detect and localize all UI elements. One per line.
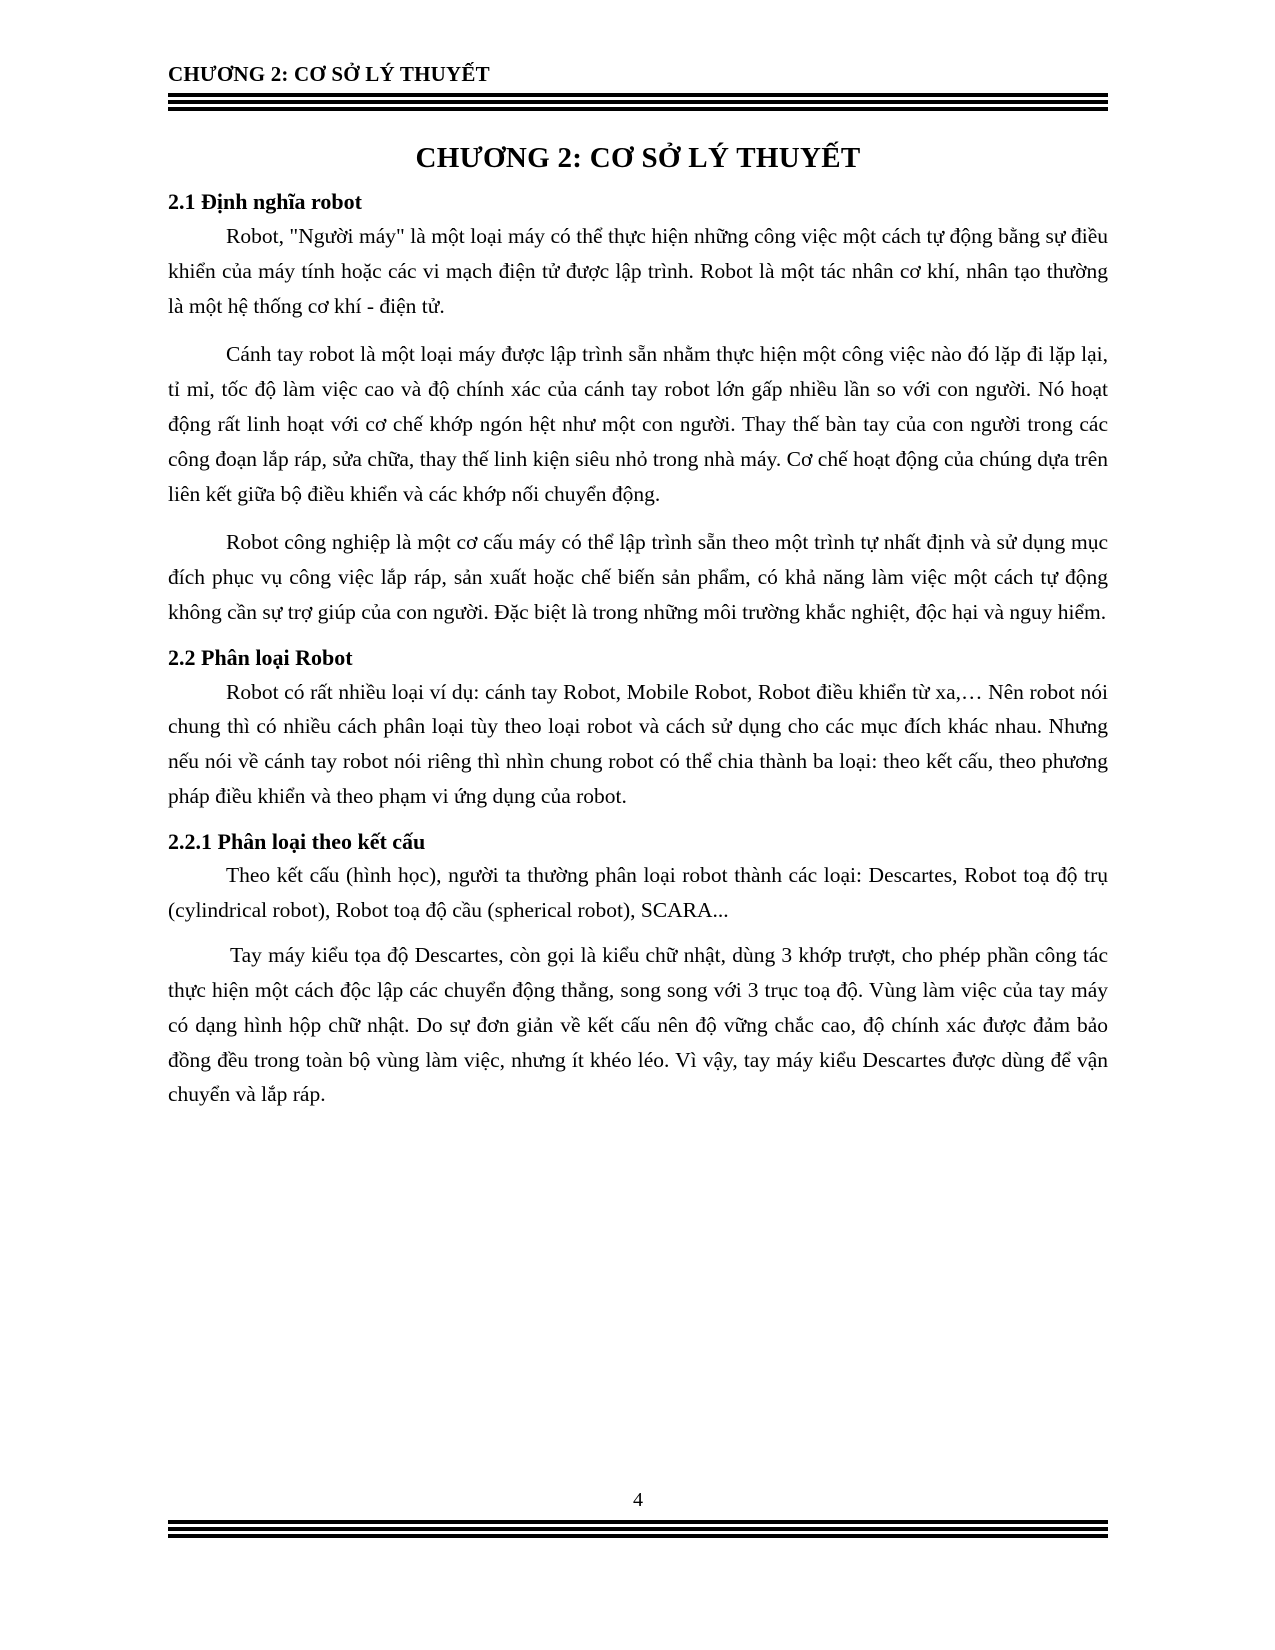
header-rule-line-3 [168, 107, 1108, 111]
section-heading-2-1: 2.1 Định nghĩa robot [168, 189, 362, 215]
footer-rule-line-3 [168, 1534, 1108, 1538]
paragraph-2-1-1: Robot, "Người máy" là một loại máy có thể thực hiện những công việc một cách tự động bằng sự điều khiển của máy tính hoặc các vi mạch điện tử được lập trình. Robot là một tác nhân cơ khí, nhân tạo thường là một hệ thống cơ khí - điện tử. [168, 223, 1108, 318]
paragraph-2-2-1-1: Theo kết cấu (hình học), người ta thường phân loại robot thành các loại: Descartes, Robot toạ độ trụ (cylindrical robot), Robot toạ độ cầu (spherical robot), SCARA... [168, 863, 1108, 923]
running-header-title: CHƯƠNG 2: CƠ SỞ LÝ THUYẾT [168, 62, 490, 86]
paragraph-2-2-1-2: Tay máy kiểu tọa độ Descartes, còn gọi là kiểu chữ nhật, dùng 3 khớp trượt, cho phép phần công tác thực hiện một cách độc lập các chuyển động thẳng, song song với 3 trục toạ độ. Vùng làm việc của tay máy có dạng hình hộp chữ nhật. Do sự đơn giản về kết cấu nên độ vững chắc cao, độ chính xác được đảm bảo đồng đều trong toàn bộ vùng làm việc, nhưng ít khéo léo. Vì vậy, tay máy kiểu Descartes được dùng để vận chuyển và lắp ráp. [168, 943, 1108, 1107]
page-content [168, 140, 1108, 1126]
page-header [168, 62, 1108, 111]
paragraph-2-1-3: Robot công nghiệp là một cơ cấu máy có thể lập trình sẵn theo một trình tự nhất định và sử dụng mục đích phục vụ công việc lắp ráp, sản xuất hoặc chế biến sản phẩm, có khả năng làm việc một cách tự động không cần sự trợ giúp của con người. Đặc biệt là trong những môi trường khắc nghiệt, độc hại và nguy hiểm. [168, 530, 1108, 625]
page-footer [168, 1488, 1108, 1538]
paragraph-2-2-1: Robot có rất nhiều loại ví dụ: cánh tay Robot, Mobile Robot, Robot điều khiển từ xa,… Nên robot nói chung thì có nhiều cách phân loại tùy theo loại robot và cách sử dụng cho các mục đích khác nhau. Nhưng nếu nói về cánh tay robot nói riêng thì nhìn chung robot có thể chia thành ba loại: theo kết cấu, theo phương pháp điều khiển và theo phạm vi ứng dụng của robot. [168, 679, 1108, 809]
page-number: 4 [633, 1489, 643, 1511]
section-heading-2-2-1: 2.2.1 Phân loại theo kết cấu [168, 828, 426, 854]
footer-rule [168, 1520, 1108, 1538]
header-rule [168, 93, 1108, 111]
chapter-title: CHƯƠNG 2: CƠ SỞ LÝ THUYẾT [415, 142, 861, 174]
section-heading-2-2: 2.2 Phân loại Robot [168, 644, 353, 670]
paragraph-2-1-2: Cánh tay robot là một loại máy được lập trình sẵn nhằm thực hiện một công việc nào đó lặp đi lặp lại, tỉ mỉ, tốc độ làm việc cao và độ chính xác của cánh tay robot lớn gấp nhiều lần so với con người. Nó hoạt động rất linh hoạt với cơ chế khớp ngón hệt như một con người. Thay thế bàn tay của con người trong các công đoạn lắp ráp, sửa chữa, thay thế linh kiện siêu nhỏ trong nhà máy. Cơ chế hoạt động của chúng dựa trên liên kết giữa bộ điều khiển và các khớp nối chuyển động. [168, 342, 1108, 506]
